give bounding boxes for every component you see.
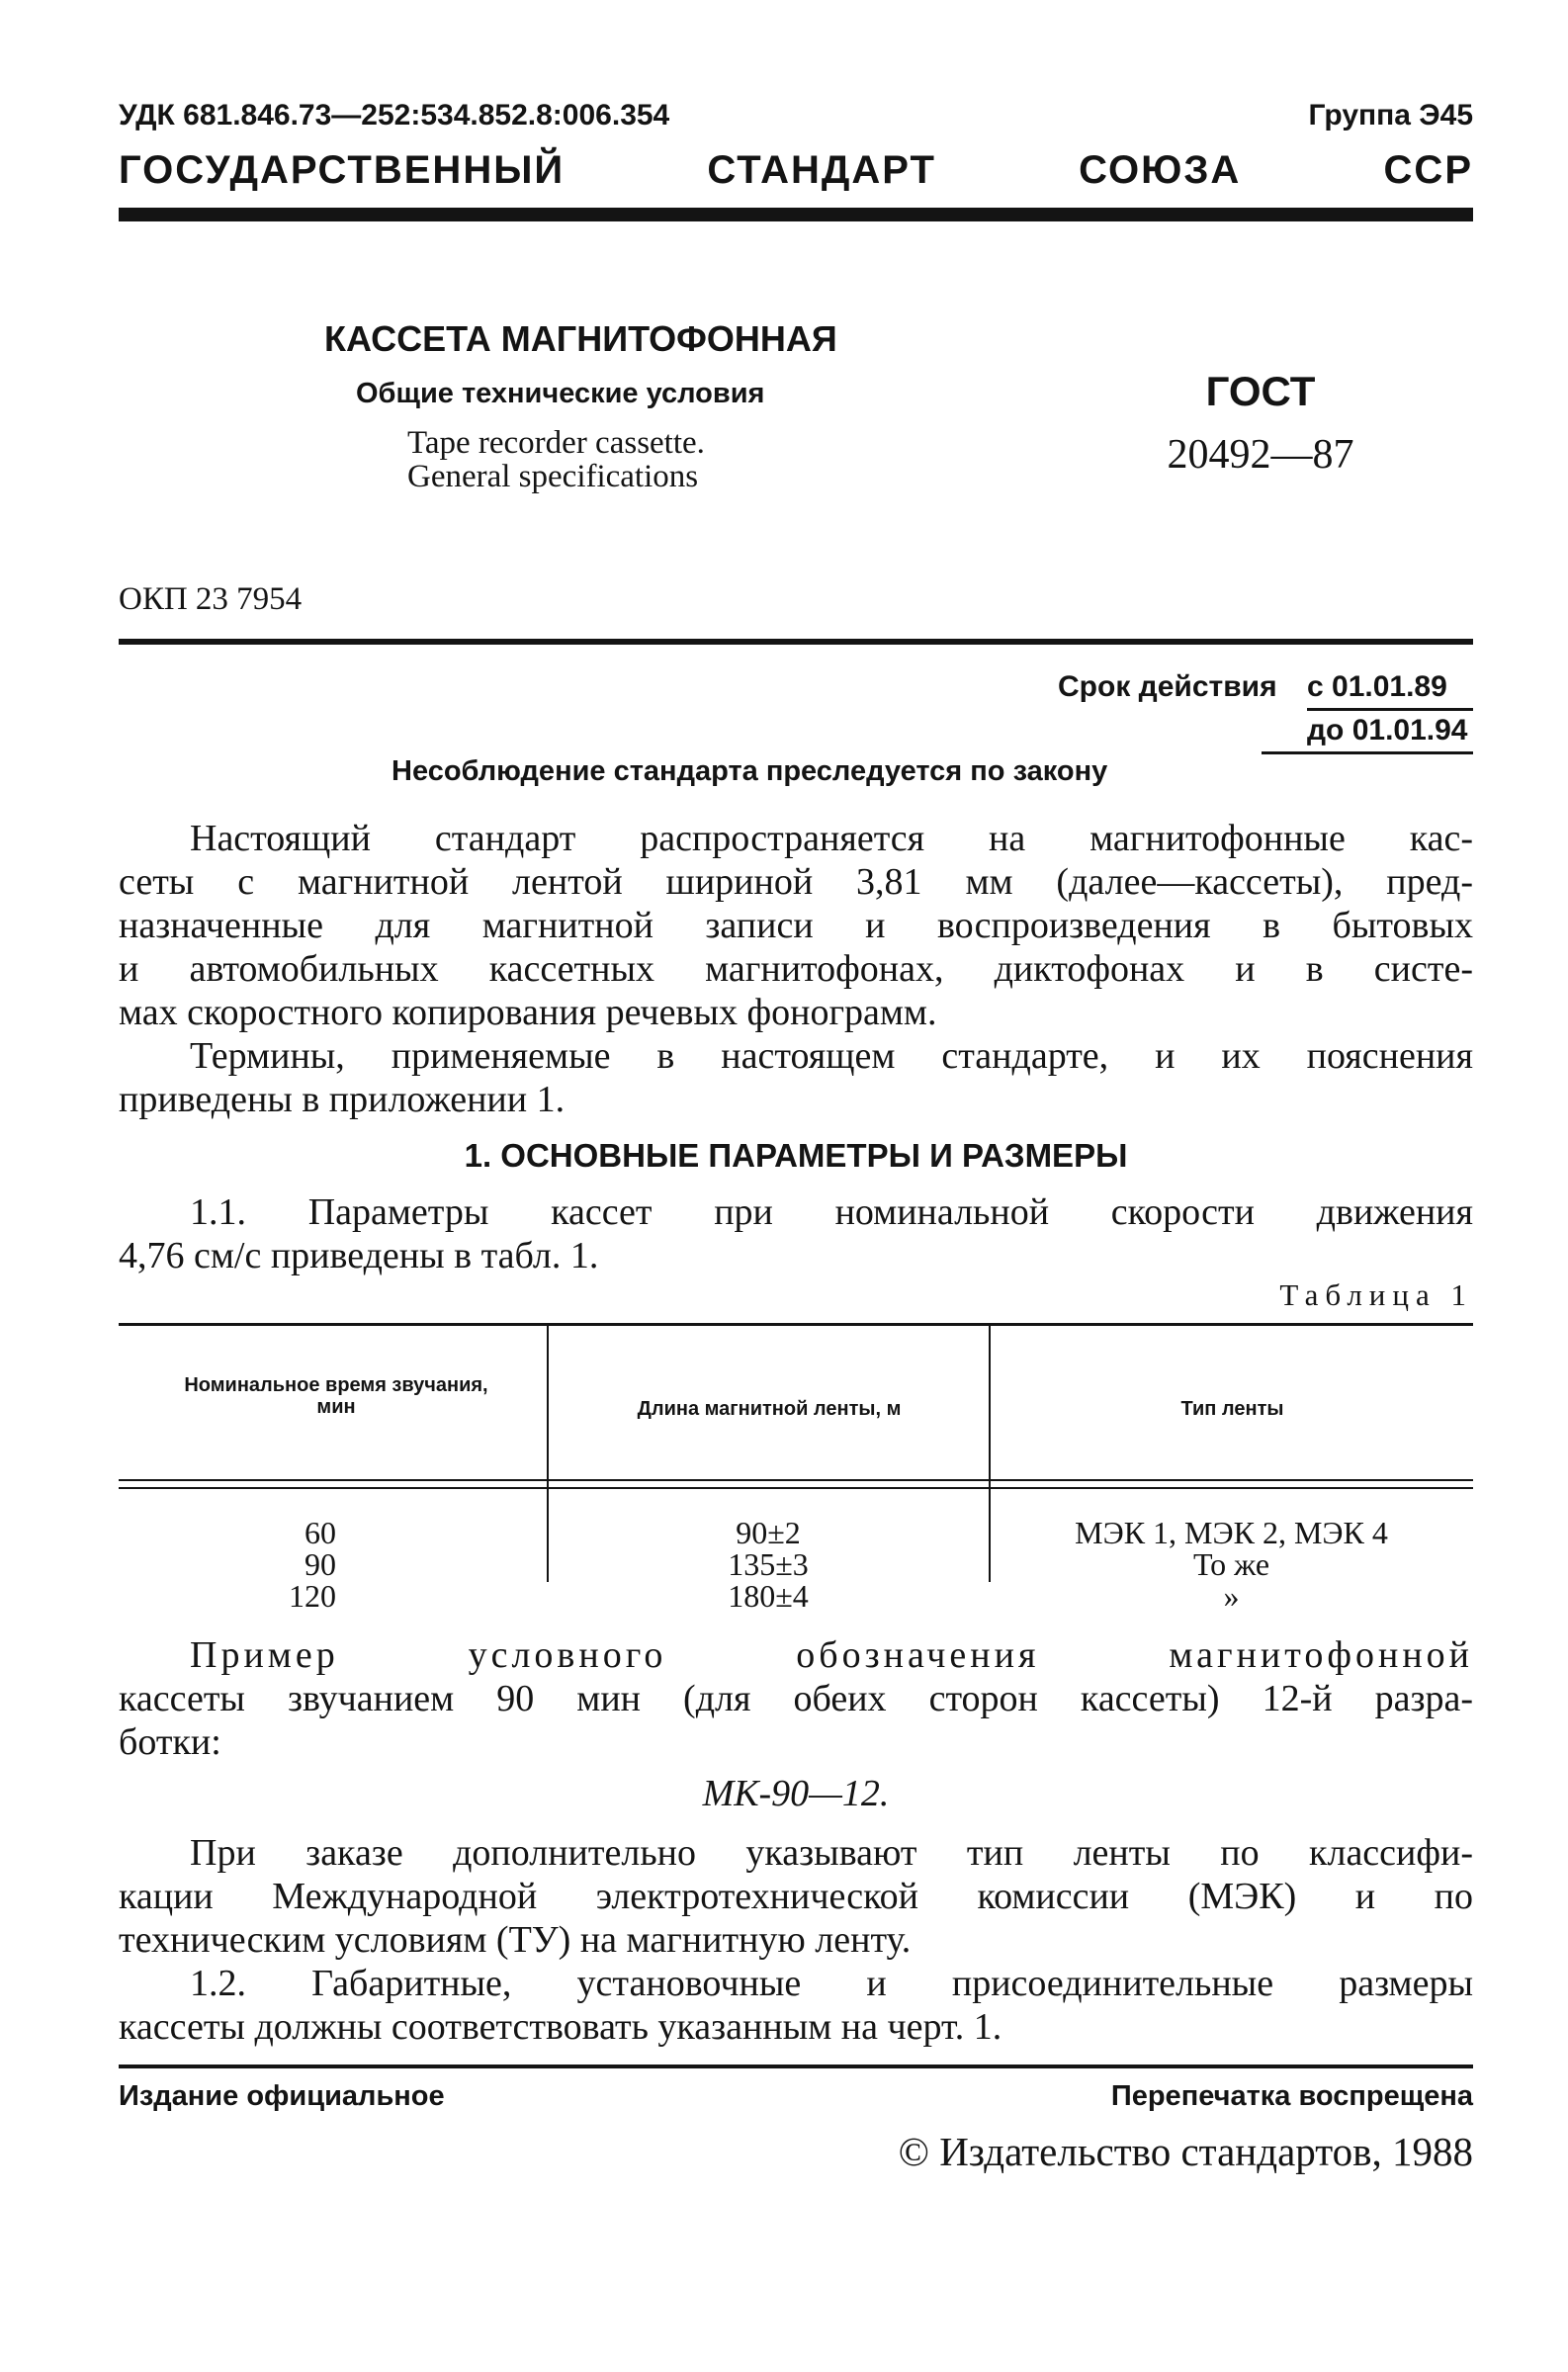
- intro-line: мах скоростного копирования речевых фонограмм.: [119, 992, 937, 1033]
- english-title-line1: Tape recorder cassette.: [407, 425, 705, 461]
- example-line: Пример условного обозначения магнитофонной: [190, 1634, 1473, 1676]
- footer-rule: [119, 2065, 1473, 2068]
- table-header-type: Тип ленты: [1180, 1398, 1284, 1420]
- english-title-line2: General specifications: [407, 459, 699, 494]
- state-standard-heading: ГОСУДАРСТВЕННЫЙ СТАНДАРТ СОЮЗА ССР: [119, 148, 1473, 192]
- terms-line: Термины, применяемые в настоящем стандарте, и их пояснения: [190, 1035, 1473, 1077]
- validity-from: с 01.01.89: [1307, 670, 1447, 703]
- copyright-symbol: ©: [898, 2129, 929, 2174]
- terms-paragraph: [119, 1034, 1473, 1121]
- table-header-length: Длина магнитной ленты, м: [637, 1398, 902, 1420]
- order-paragraph: [119, 1831, 1473, 1962]
- order-line: техническим условиям (ТУ) на магнитную ленту.: [119, 1919, 912, 1961]
- example-line: ботки:: [119, 1721, 221, 1763]
- validity-from-rule: [1307, 708, 1473, 711]
- terms-line: приведены в приложении 1.: [119, 1079, 566, 1120]
- paragraph-1-2: [119, 1962, 1473, 2049]
- copyright-line: [692, 2128, 1473, 2175]
- example-line: кассеты звучанием 90 мин (для обеих сторон кассеты) 12-й разра-: [119, 1678, 1473, 1719]
- example-paragraph: [119, 1633, 1473, 1764]
- gost-label: ГОСТ: [1205, 368, 1316, 414]
- intro-line: Настоящий стандарт распространяется на магнитофонные кас-: [190, 818, 1473, 859]
- example-designation: МК-90—12.: [702, 1773, 890, 1814]
- okp-rule: [119, 639, 1473, 645]
- paragraph-1-1-line: 4,76 см/с приведены в табл. 1.: [119, 1235, 599, 1276]
- table-cell-type: МЭК 1, МЭК 2, МЭК 4: [1075, 1515, 1388, 1550]
- table-header-rule: [119, 1487, 1473, 1489]
- reprint-prohibited: Перепечатка воспрещена: [1110, 2080, 1473, 2112]
- intro-line: и автомобильных кассетных магнитофонах, диктофонах и в систе-: [119, 948, 1473, 990]
- table-top-rule: [119, 1323, 1473, 1326]
- table-header-time: Номинальное время звучания, мин: [184, 1374, 488, 1418]
- table-cell-type: »: [1223, 1578, 1240, 1614]
- publisher-name: Издательство стандартов, 1988: [939, 2129, 1473, 2174]
- table-cell-time: 120: [289, 1578, 336, 1614]
- law-notice: Несоблюдение стандарта преследуется по закону: [392, 755, 1108, 787]
- paragraph-1-1: [119, 1190, 1473, 1277]
- validity-to-rule: [1262, 751, 1473, 754]
- table-cell-length: 135±3: [728, 1546, 809, 1582]
- order-line: При заказе дополнительно указывают тип ленты по классифи-: [190, 1832, 1473, 1874]
- gost-number: 20492—87: [1167, 432, 1354, 478]
- udk-code: УДК 681.846.73—252:534.852.8:006.354: [119, 99, 670, 132]
- table-cell-type: То же: [1192, 1546, 1270, 1582]
- header-thick-rule: [119, 208, 1473, 221]
- validity-to: до 01.01.94: [1307, 714, 1468, 747]
- document-subtitle: Общие технические условия: [356, 378, 765, 409]
- table-header-rule: [119, 1479, 1473, 1481]
- intro-line: сеты с магнитной лентой шириной 3,81 мм (далее—кассеты), пред-: [119, 861, 1473, 903]
- table-cell-time: 90: [305, 1546, 336, 1582]
- official-edition: Издание официальное: [119, 2080, 445, 2112]
- paragraph-1-2-line: 1.2. Габаритные, установочные и присоединительные размеры: [190, 1963, 1473, 2004]
- intro-paragraph: [119, 817, 1473, 1034]
- intro-line: назначенные для магнитной записи и воспроизведения в бытовых: [119, 905, 1473, 946]
- group-code: Группа Э45: [1308, 99, 1473, 132]
- okp-code: ОКП 23 7954: [119, 581, 303, 617]
- table-cell-length: 180±4: [728, 1578, 809, 1614]
- table-label: Таблица 1: [1279, 1277, 1473, 1312]
- table-cell-length: 90±2: [736, 1515, 801, 1550]
- paragraph-1-1-line: 1.1. Параметры кассет при номинальной скорости движения: [190, 1191, 1473, 1233]
- paragraph-1-2-line: кассеты должны соответствовать указанным на черт. 1.: [119, 2006, 1002, 2048]
- table-cell-time: 60: [305, 1515, 336, 1550]
- document-title: КАССЕТА МАГНИТОФОННАЯ: [324, 318, 837, 359]
- section-1-heading: 1. ОСНОВНЫЕ ПАРАМЕТРЫ И РАЗМЕРЫ: [464, 1137, 1128, 1174]
- order-line: кации Международной электротехнической комиссии (МЭК) и по: [119, 1876, 1473, 1917]
- validity-label: Срок действия: [1058, 670, 1277, 703]
